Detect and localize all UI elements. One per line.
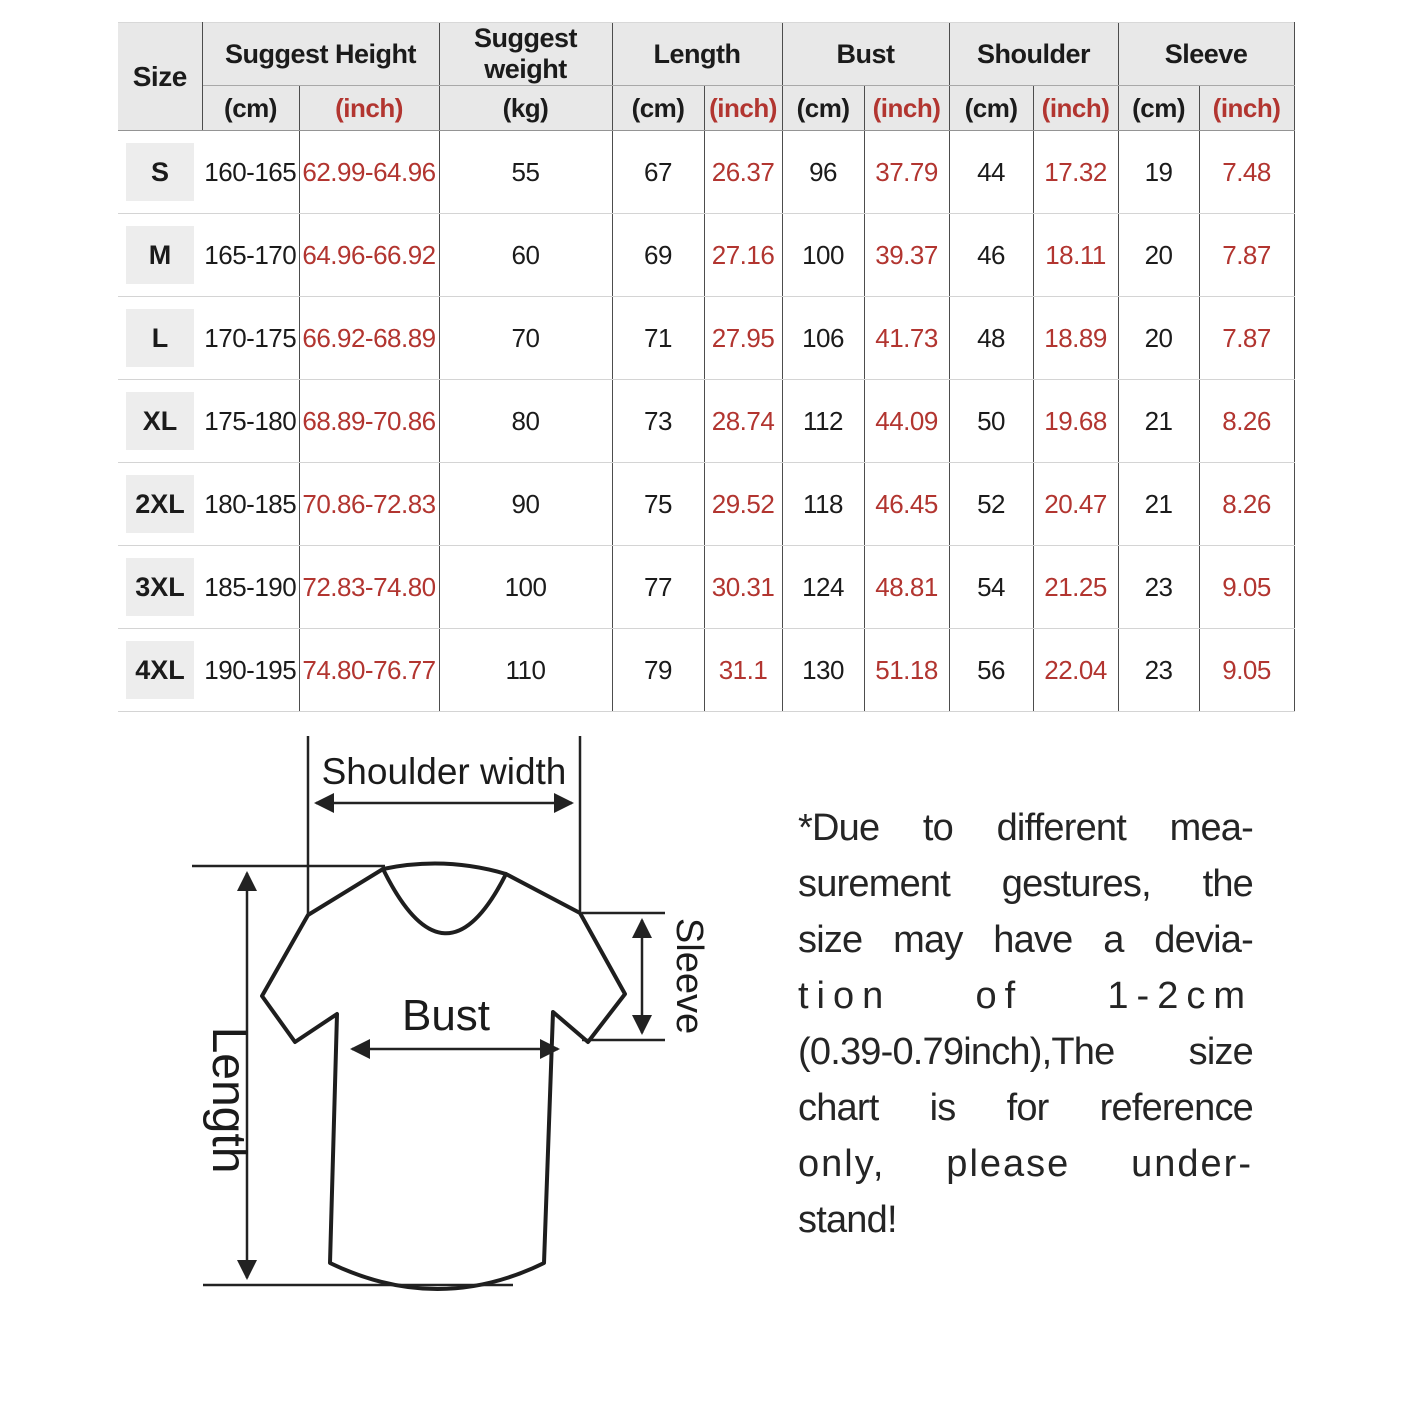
length-label: Length	[202, 1026, 255, 1174]
table-row	[118, 380, 1294, 463]
bust-header: Bust	[782, 23, 949, 86]
cell: 130	[782, 629, 864, 712]
cell: 67	[612, 131, 704, 214]
cell: 20	[1118, 214, 1199, 297]
unit-header: (cm)	[949, 86, 1033, 131]
cell: 100	[439, 546, 612, 629]
cell: 80	[439, 380, 612, 463]
cell: 7.48	[1199, 131, 1294, 214]
size-label: XL	[118, 380, 202, 463]
cell: 66.92-68.89	[299, 297, 439, 380]
cell: 52	[949, 463, 1033, 546]
table-row	[118, 214, 1294, 297]
note-line: *Due to different mea-	[798, 807, 1253, 849]
cell: 77	[612, 546, 704, 629]
cell: 28.74	[704, 380, 782, 463]
cell: 75	[612, 463, 704, 546]
note-line: only, please under-	[798, 1143, 1253, 1185]
cell: 41.73	[864, 297, 949, 380]
cell: 54	[949, 546, 1033, 629]
cell: 124	[782, 546, 864, 629]
bust-label: Bust	[401, 991, 491, 1040]
cell: 27.16	[704, 214, 782, 297]
table-row	[118, 546, 1294, 629]
cell: 37.79	[864, 131, 949, 214]
table-row	[118, 131, 1294, 214]
cell: 8.26	[1199, 380, 1294, 463]
cell: 165-170	[202, 214, 299, 297]
cell: 100	[782, 214, 864, 297]
cell: 27.95	[704, 297, 782, 380]
cell: 69	[612, 214, 704, 297]
cell: 22.04	[1033, 629, 1118, 712]
cell: 72.83-74.80	[299, 546, 439, 629]
suggest-weight-header: Suggest weight	[439, 23, 612, 86]
cell: 71	[612, 297, 704, 380]
cell: 90	[439, 463, 612, 546]
cell: 106	[782, 297, 864, 380]
size-table	[118, 22, 1295, 712]
cell: 19.68	[1033, 380, 1118, 463]
cell: 39.37	[864, 214, 949, 297]
unit-header: (inch)	[864, 86, 949, 131]
cell: 56	[949, 629, 1033, 712]
note-line: surement gestures, the	[798, 863, 1253, 905]
cell: 110	[439, 629, 612, 712]
cell: 17.32	[1033, 131, 1118, 214]
sleeve-measure	[582, 913, 710, 1040]
cell: 21	[1118, 463, 1199, 546]
unit-header: (inch)	[1033, 86, 1118, 131]
table-row	[118, 297, 1294, 380]
cell: 118	[782, 463, 864, 546]
size-label: 4XL	[118, 629, 202, 712]
unit-header: (kg)	[439, 86, 612, 131]
note-line: chart is for reference	[798, 1087, 1253, 1129]
cell: 19	[1118, 131, 1199, 214]
shoulder-width-label: Shoulder width	[321, 751, 567, 792]
cell: 20.47	[1033, 463, 1118, 546]
unit-header: (cm)	[612, 86, 704, 131]
cell: 70	[439, 297, 612, 380]
cell: 68.89-70.86	[299, 380, 439, 463]
cell: 180-185	[202, 463, 299, 546]
cell: 48	[949, 297, 1033, 380]
unit-header: (cm)	[202, 86, 299, 131]
size-label: 2XL	[118, 463, 202, 546]
cell: 51.18	[864, 629, 949, 712]
size-label: 3XL	[118, 546, 202, 629]
cell: 44.09	[864, 380, 949, 463]
sleeve-label: Sleeve	[668, 917, 710, 1035]
unit-header: (inch)	[299, 86, 439, 131]
cell: 46.45	[864, 463, 949, 546]
cell: 30.31	[704, 546, 782, 629]
bust-measure	[352, 991, 558, 1049]
unit-header: (cm)	[782, 86, 864, 131]
cell: 190-195	[202, 629, 299, 712]
cell: 18.89	[1033, 297, 1118, 380]
note-line: tion of 1-2cm	[798, 975, 1253, 1017]
cell: 48.81	[864, 546, 949, 629]
cell: 31.1	[704, 629, 782, 712]
size-column-header: Size	[118, 23, 202, 131]
cell: 9.05	[1199, 629, 1294, 712]
cell: 18.11	[1033, 214, 1118, 297]
table-header	[118, 23, 1294, 131]
sleeve-header: Sleeve	[1118, 23, 1294, 86]
shoulder-header: Shoulder	[949, 23, 1118, 86]
length-header: Length	[612, 23, 782, 86]
cell: 70.86-72.83	[299, 463, 439, 546]
cell: 185-190	[202, 546, 299, 629]
note-line: size may have a devia-	[798, 919, 1253, 961]
cell: 29.52	[704, 463, 782, 546]
cell: 9.05	[1199, 546, 1294, 629]
cell: 26.37	[704, 131, 782, 214]
table-row	[118, 629, 1294, 712]
cell: 20	[1118, 297, 1199, 380]
cell: 74.80-76.77	[299, 629, 439, 712]
cell: 62.99-64.96	[299, 131, 439, 214]
cell: 21	[1118, 380, 1199, 463]
cell: 7.87	[1199, 214, 1294, 297]
cell: 8.26	[1199, 463, 1294, 546]
unit-header: (cm)	[1118, 86, 1199, 131]
cell: 55	[439, 131, 612, 214]
neckline-curve	[383, 869, 506, 933]
cell: 7.87	[1199, 297, 1294, 380]
units-row	[118, 86, 1294, 131]
size-label: M	[118, 214, 202, 297]
cell: 46	[949, 214, 1033, 297]
cell: 160-165	[202, 131, 299, 214]
cell: 73	[612, 380, 704, 463]
size-table-body	[118, 131, 1294, 712]
unit-header: (inch)	[704, 86, 782, 131]
unit-header: (inch)	[1199, 86, 1294, 131]
note-block	[798, 800, 1253, 1248]
cell: 21.25	[1033, 546, 1118, 629]
table-row	[118, 463, 1294, 546]
tshirt-measure-diagram	[130, 710, 810, 1390]
cell: 64.96-66.92	[299, 214, 439, 297]
cell: 23	[1118, 546, 1199, 629]
cell: 23	[1118, 629, 1199, 712]
cell: 44	[949, 131, 1033, 214]
cell: 79	[612, 629, 704, 712]
note-line: stand!	[798, 1199, 897, 1241]
group-header-row	[118, 23, 1294, 86]
cell: 60	[439, 214, 612, 297]
tshirt-outline-drawing	[262, 864, 625, 1289]
note-line: (0.39-0.79inch),The size	[798, 1031, 1253, 1073]
cell: 112	[782, 380, 864, 463]
cell: 50	[949, 380, 1033, 463]
size-label: S	[118, 131, 202, 214]
size-label: L	[118, 297, 202, 380]
cell: 96	[782, 131, 864, 214]
suggest-height-header: Suggest Height	[202, 23, 439, 86]
cell: 175-180	[202, 380, 299, 463]
cell: 170-175	[202, 297, 299, 380]
